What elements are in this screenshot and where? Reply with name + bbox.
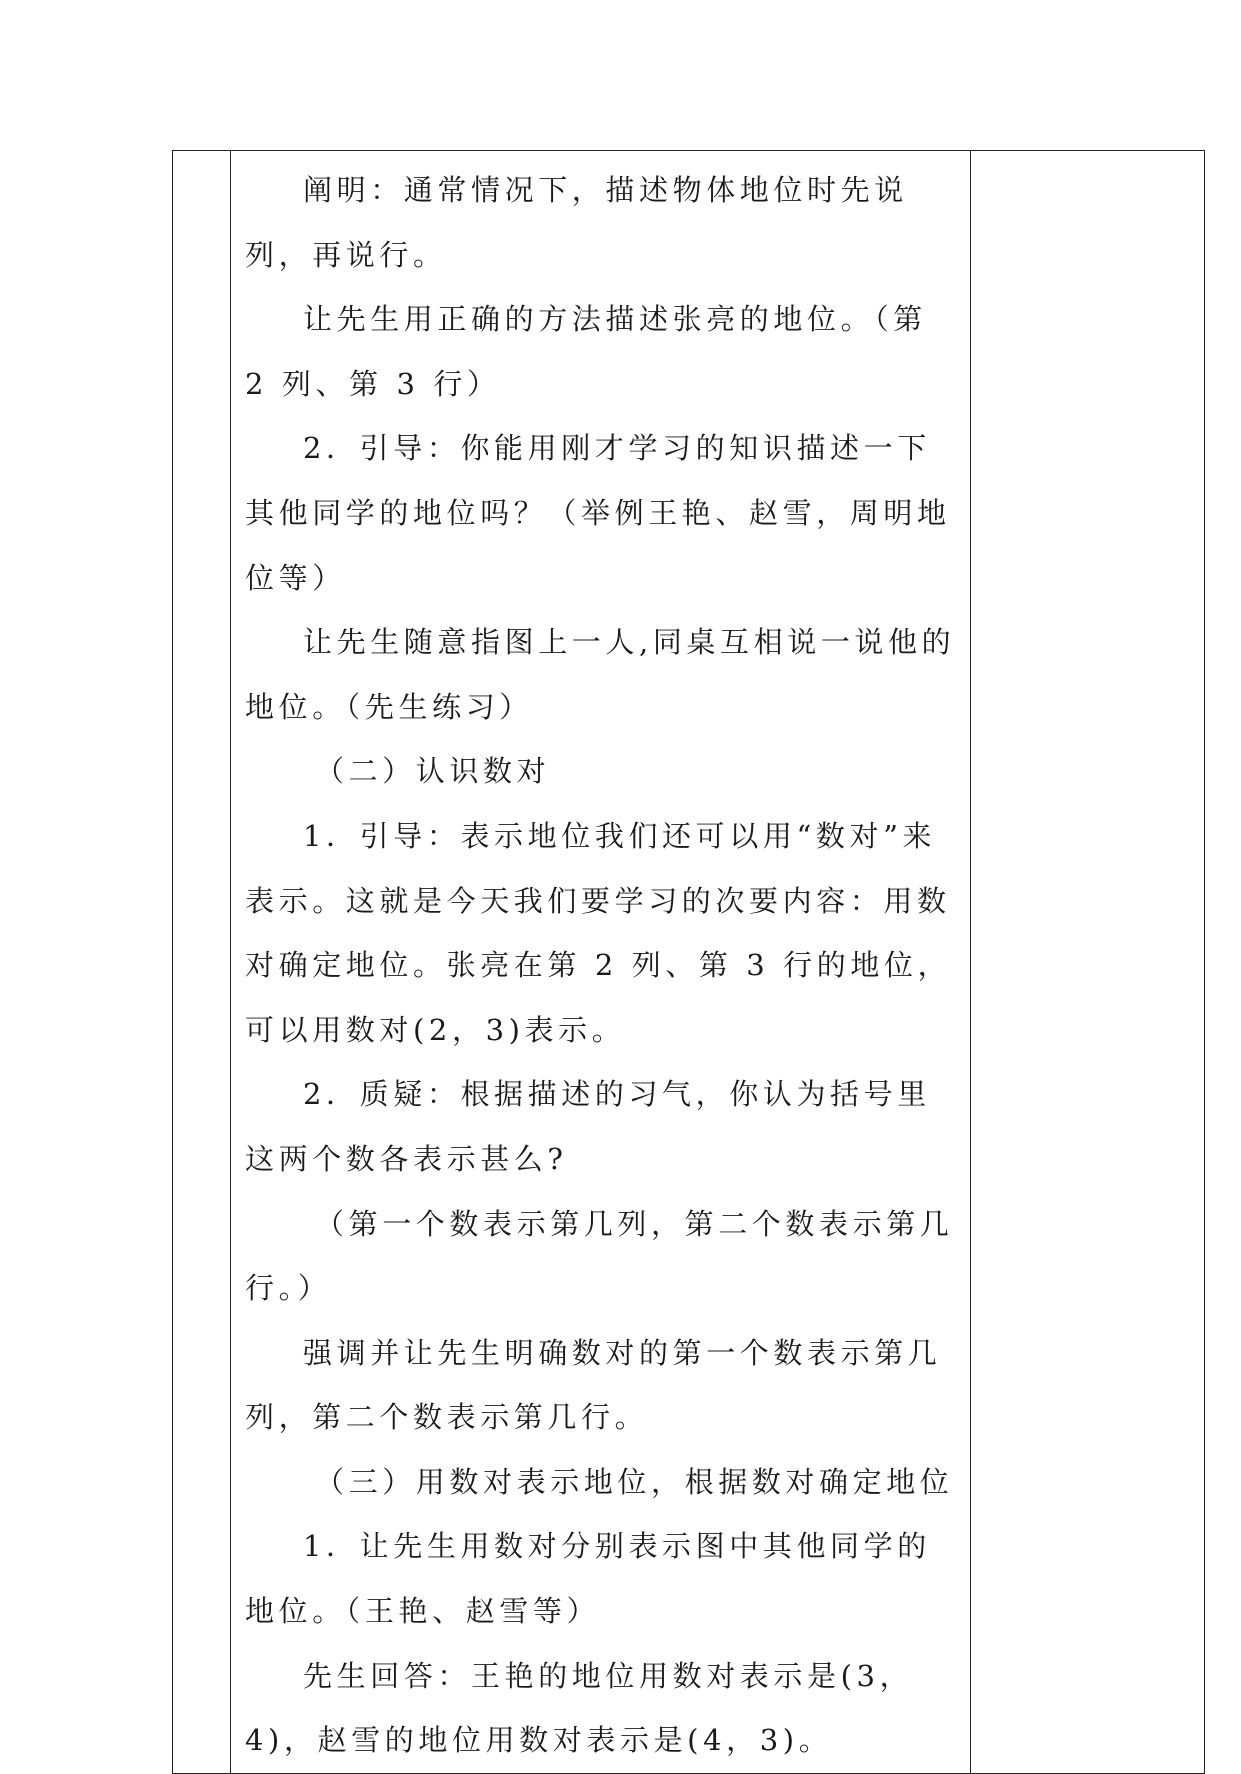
table-row (173, 151, 1205, 1774)
section-heading-2: （二）认识数对 (315, 754, 551, 789)
paragraph-9: 强调并让先生明确数对的第一个数表示第几列，第二个数表示第几行。 (245, 1335, 942, 1435)
section-heading-3: （三）用数对表示地位，根据数对确定地位 (315, 1464, 954, 1499)
paragraph-1: 阐明：通常情况下，描述物体地位时先说列，再说行。 (245, 173, 908, 272)
content-cell (231, 151, 971, 1774)
paragraph-3: 2．引导：你能用刚才学习的知识描述一下其他同学的地位吗？（举例王艳、赵雪，周明地位等） (245, 431, 951, 595)
paragraph-4: 让先生随意指图上一人,同桌互相说一说他的地位。（先生练习） (245, 625, 956, 724)
left-margin-cell (173, 151, 231, 1774)
notes-cell (971, 151, 1205, 1774)
lesson-content (231, 151, 970, 1773)
lesson-table (172, 150, 1205, 1774)
paragraph-7: 2．质疑：根据描述的习气，你认为括号里这两个数各表示甚么? (245, 1077, 931, 1176)
paragraph-6: 1．引导：表示地位我们还可以用“数对”来表示。这就是今天我们要学习的次要内容：用数对确定地位。张亮在第 2 列、第 3 行的地位，可以用数对(2，3)表示。 (245, 818, 952, 1047)
paragraph-8: （第一个数表示第几列，第二个数表示第几行。） (245, 1206, 954, 1306)
paragraph-12: 先生回答：王艳的地位用数对表示是(3，4)，赵雪的地位用数对表示是(4，3)。 (245, 1658, 914, 1758)
paragraph-2: 让先生用正确的方法描述张亮的地位。（第 2 列、第 3 行） (245, 302, 941, 401)
paragraph-11: 1．让先生用数对分别表示图中其他同学的地位。（王艳、赵雪等） (245, 1529, 931, 1629)
